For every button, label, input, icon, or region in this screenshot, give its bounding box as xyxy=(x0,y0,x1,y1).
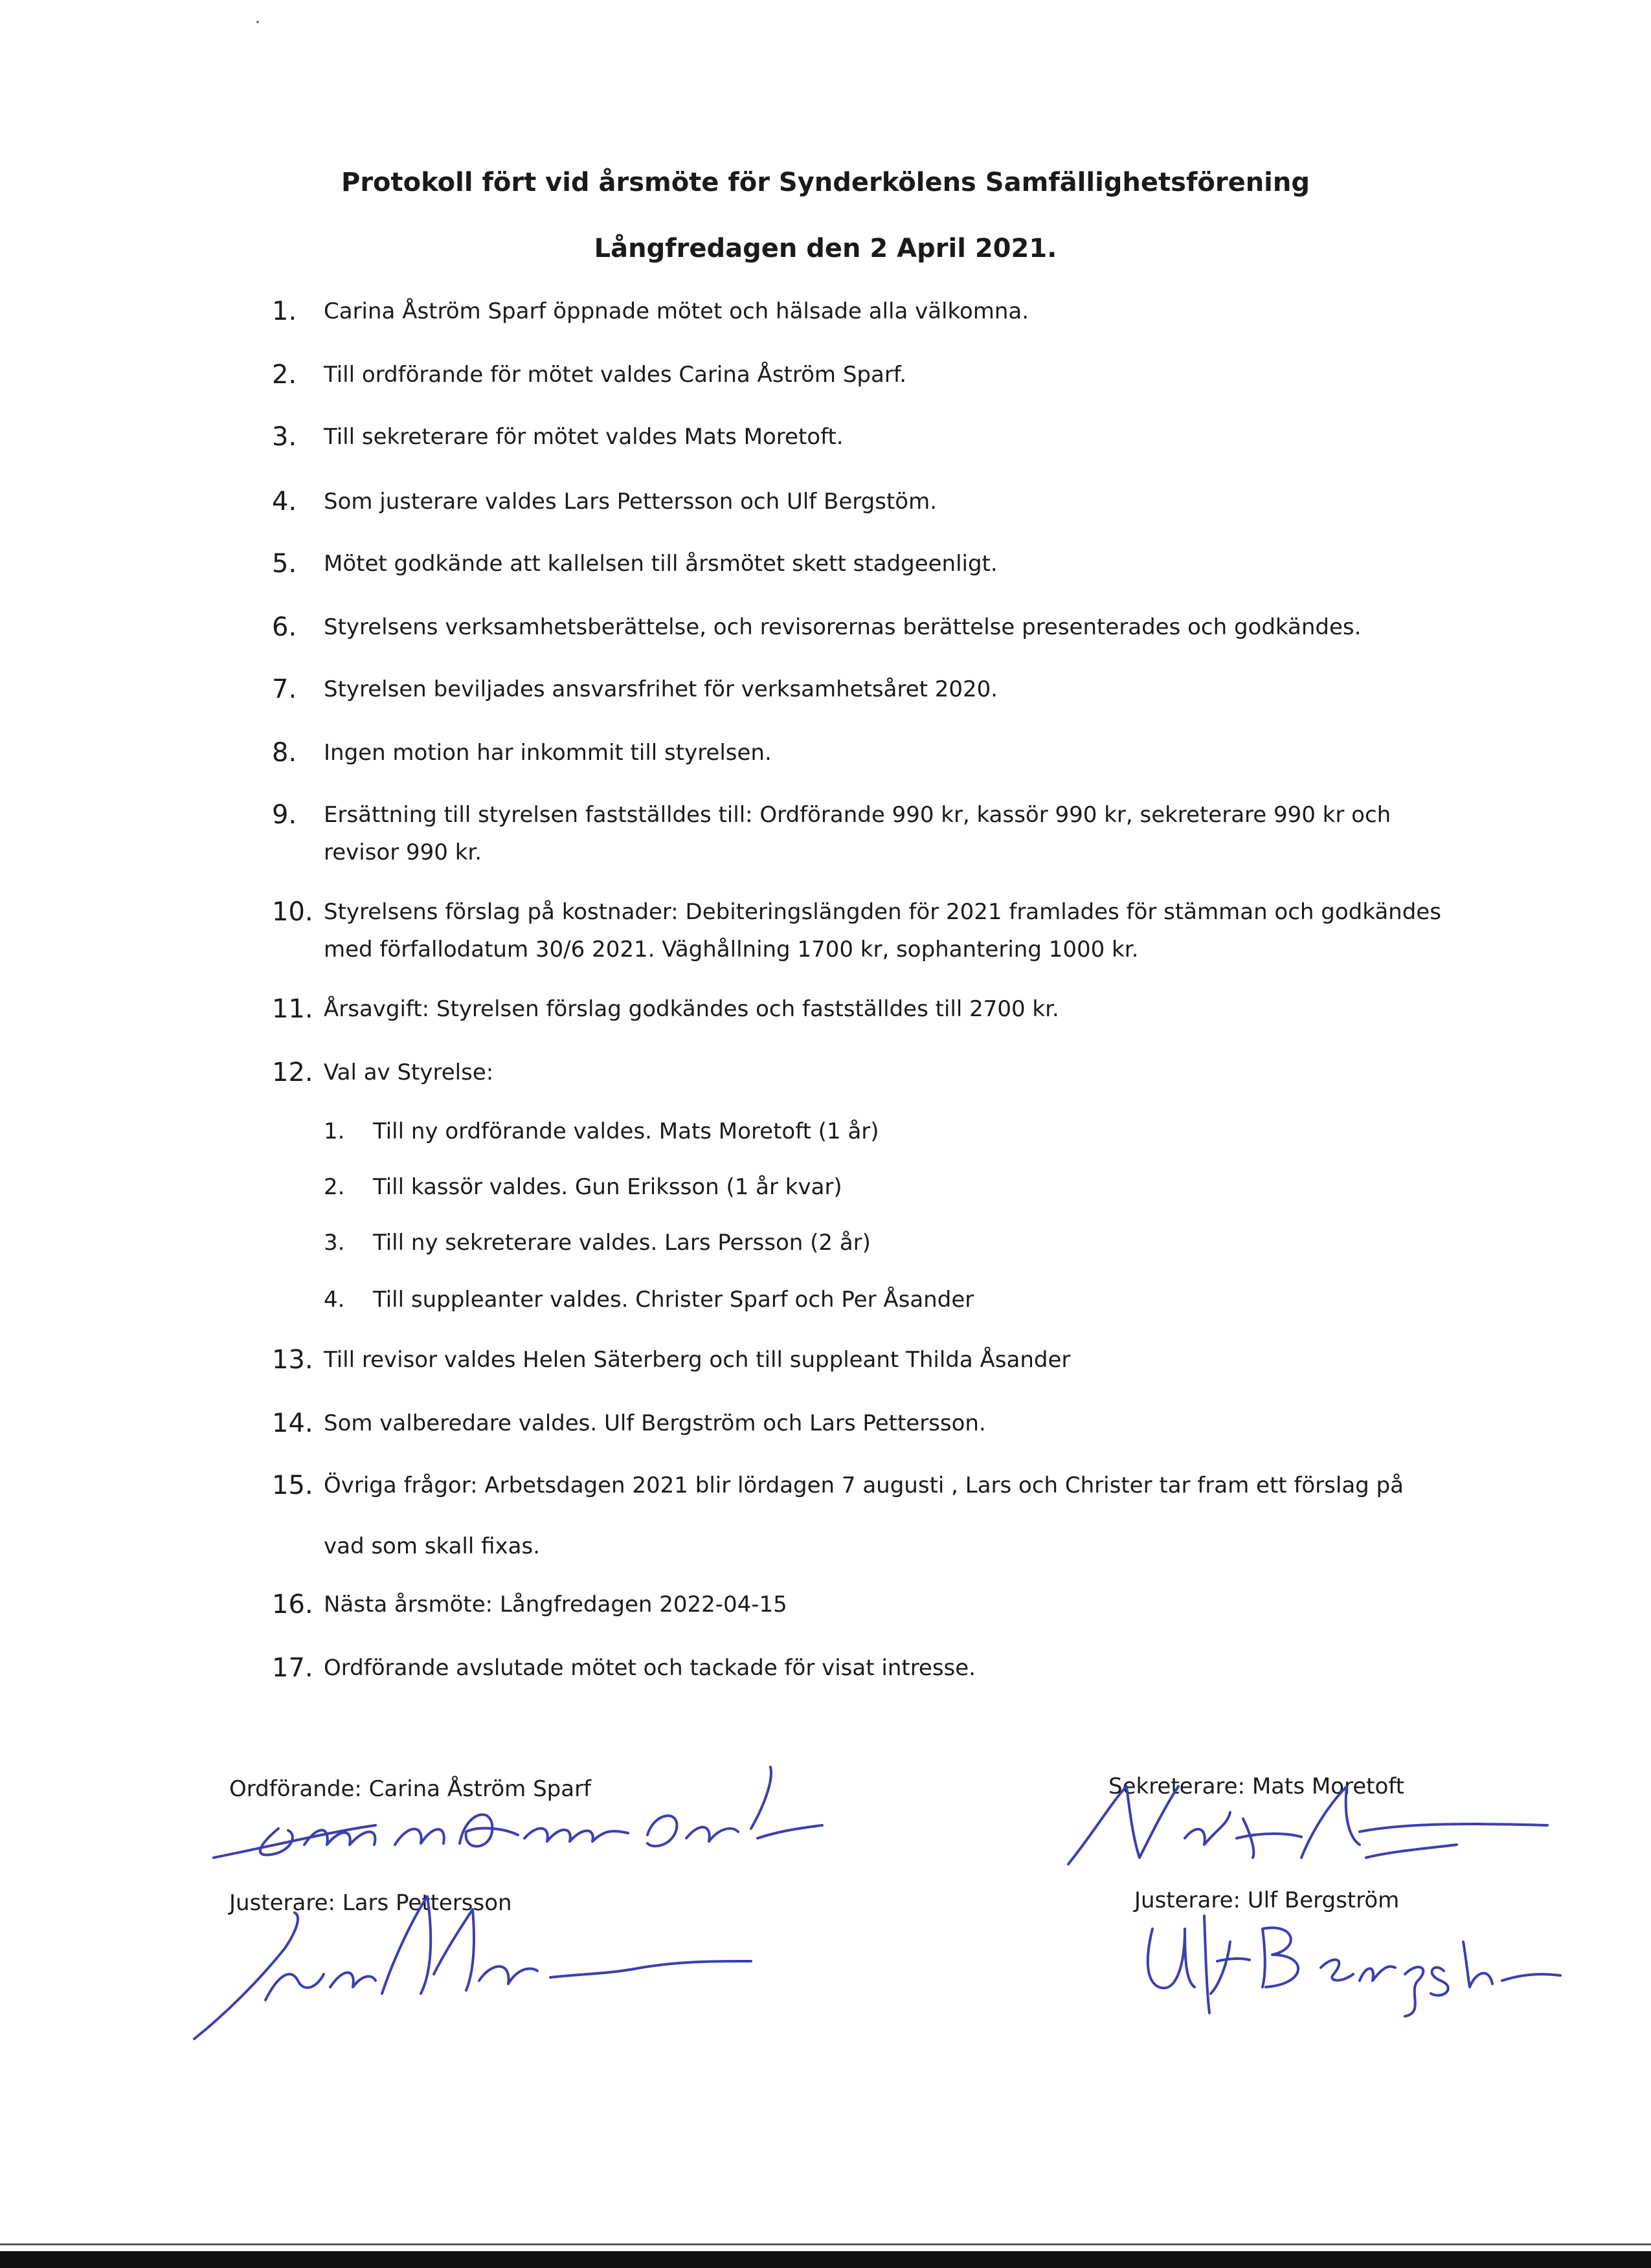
sub-item-text: Till kassör valdes. Gun Eriksson (1 år kvar) xyxy=(373,1174,842,1200)
item-number: 1. xyxy=(272,296,297,326)
list-item xyxy=(272,1341,1502,1379)
sub-item-number: 4. xyxy=(324,1287,345,1313)
list-item xyxy=(272,356,1502,394)
item-text-continued: med förfallodatum 30/6 2021. Väghållning 1700 kr, sophantering 1000 kr. xyxy=(324,937,1139,962)
item-number: 2. xyxy=(272,360,297,390)
list-item xyxy=(272,734,1502,772)
item-text-continued: vad som skall fixas. xyxy=(324,1533,541,1559)
scan-edge-bar xyxy=(0,2251,1651,2268)
list-item xyxy=(272,893,1502,968)
item-text: Övriga frågor: Arbetsdagen 2021 blir lördagen 7 augusti , Lars och Christer tar fram ett förslag på xyxy=(324,1473,1404,1498)
item-text: Till ordförande för mötet valdes Carina Åström Sparf. xyxy=(324,362,907,388)
item-number: 7. xyxy=(272,674,297,704)
item-number: 14. xyxy=(272,1408,313,1438)
item-number: 16. xyxy=(272,1590,313,1619)
item-text: Ordförande avslutade mötet och tackade för visat intresse. xyxy=(324,1655,976,1681)
list-item xyxy=(272,671,1502,708)
list-item xyxy=(272,545,1502,583)
secretary-handwritten-signature xyxy=(1055,1761,1573,1871)
list-item xyxy=(272,483,1502,520)
item-number: 6. xyxy=(272,612,297,642)
sub-list-item xyxy=(324,1284,1360,1315)
item-text: Till sekreterare för mötet valdes Mats Moretoft. xyxy=(324,424,844,450)
item-text: Styrelsen beviljades ansvarsfrihet för verksamhetsåret 2020. xyxy=(324,676,998,702)
item-text: Val av Styrelse: xyxy=(324,1060,494,1085)
document-title: Protokoll fört vid årsmöte för Synderkölens Samfällighetsförening xyxy=(341,168,1310,197)
sub-item-number: 1. xyxy=(324,1118,345,1144)
item-text: Årsavgift: Styrelsen förslag godkändes och fastställdes till 2700 kr. xyxy=(324,996,1059,1022)
item-number: 15. xyxy=(272,1471,313,1500)
item-text: Som justerare valdes Lars Pettersson och Ulf Bergstöm. xyxy=(324,489,938,515)
item-text: Nästa årsmöte: Långfredagen 2022-04-15 xyxy=(324,1592,787,1618)
document-subtitle-date: Långfredagen den 2 April 2021. xyxy=(594,234,1057,263)
item-text-continued: revisor 990 kr. xyxy=(324,839,482,865)
sub-item-text: Till ny sekreterare valdes. Lars Persson (2 år) xyxy=(373,1230,871,1256)
list-item xyxy=(272,990,1502,1028)
item-number: 8. xyxy=(272,738,297,768)
item-number: 9. xyxy=(272,800,297,830)
item-number: 10. xyxy=(272,897,313,927)
list-item xyxy=(272,293,1502,330)
sub-item-number: 3. xyxy=(324,1230,345,1256)
secretary-signature-label: Sekreterare: Mats Moretoft xyxy=(1108,1773,1404,1799)
item-number: 13. xyxy=(272,1345,313,1375)
item-number: 12. xyxy=(272,1058,313,1087)
list-item xyxy=(272,1405,1502,1442)
list-item xyxy=(272,1649,1502,1687)
list-item xyxy=(272,418,1502,456)
sub-list-item xyxy=(324,1172,1360,1203)
adjuster2-handwritten-signature xyxy=(1140,1903,1567,2032)
sub-list-item xyxy=(324,1227,1360,1258)
chair-signature-label: Ordförande: Carina Åström Sparf xyxy=(229,1776,592,1802)
scan-edge-line xyxy=(0,2243,1651,2245)
item-text: Carina Åström Sparf öppnade mötet och hälsade alla välkomna. xyxy=(324,298,1029,324)
item-number: 4. xyxy=(272,487,297,517)
list-item xyxy=(272,1586,1502,1623)
item-text: Som valberedare valdes. Ulf Bergström och Lars Pettersson. xyxy=(324,1410,986,1436)
item-text: Styrelsens förslag på kostnader: Debiteringslängden för 2021 framlades för stämman och godkändes xyxy=(324,899,1441,925)
list-item xyxy=(272,1455,1502,1577)
adjuster1-handwritten-signature xyxy=(188,1864,822,2045)
scan-speck xyxy=(256,21,259,23)
item-number: 11. xyxy=(272,994,313,1024)
item-text: Styrelsens verksamhetsberättelse, och revisorernas berättelse presenterades och godkändes. xyxy=(324,614,1362,640)
item-number: 3. xyxy=(272,422,297,452)
item-text: Ersättning till styrelsen fastställdes till: Ordförande 990 kr, kassör 990 kr, sekreterare 990 kr och xyxy=(324,802,1391,828)
sub-item-text: Till suppleanter valdes. Christer Sparf och Per Åsander xyxy=(373,1287,974,1313)
item-text: Ingen motion har inkommit till styrelsen. xyxy=(324,740,772,766)
sub-list-item xyxy=(324,1116,1360,1147)
adjuster1-signature-label: Justerare: Lars Pettersson xyxy=(229,1890,512,1916)
item-text: Till revisor valdes Helen Säterberg och till suppleant Thilda Åsander xyxy=(324,1347,1071,1373)
item-number: 5. xyxy=(272,549,297,579)
chair-handwritten-signature xyxy=(201,1748,848,1864)
adjuster2-signature-label: Justerare: Ulf Bergström xyxy=(1134,1887,1400,1913)
list-item xyxy=(272,608,1502,646)
list-item xyxy=(272,796,1502,871)
item-text: Mötet godkände att kallelsen till årsmötet skett stadgeenligt. xyxy=(324,551,998,577)
sub-item-number: 2. xyxy=(324,1174,345,1200)
item-number: 17. xyxy=(272,1653,313,1683)
list-item xyxy=(272,1054,1502,1091)
sub-item-text: Till ny ordförande valdes. Mats Moretoft (1 år) xyxy=(373,1118,879,1144)
